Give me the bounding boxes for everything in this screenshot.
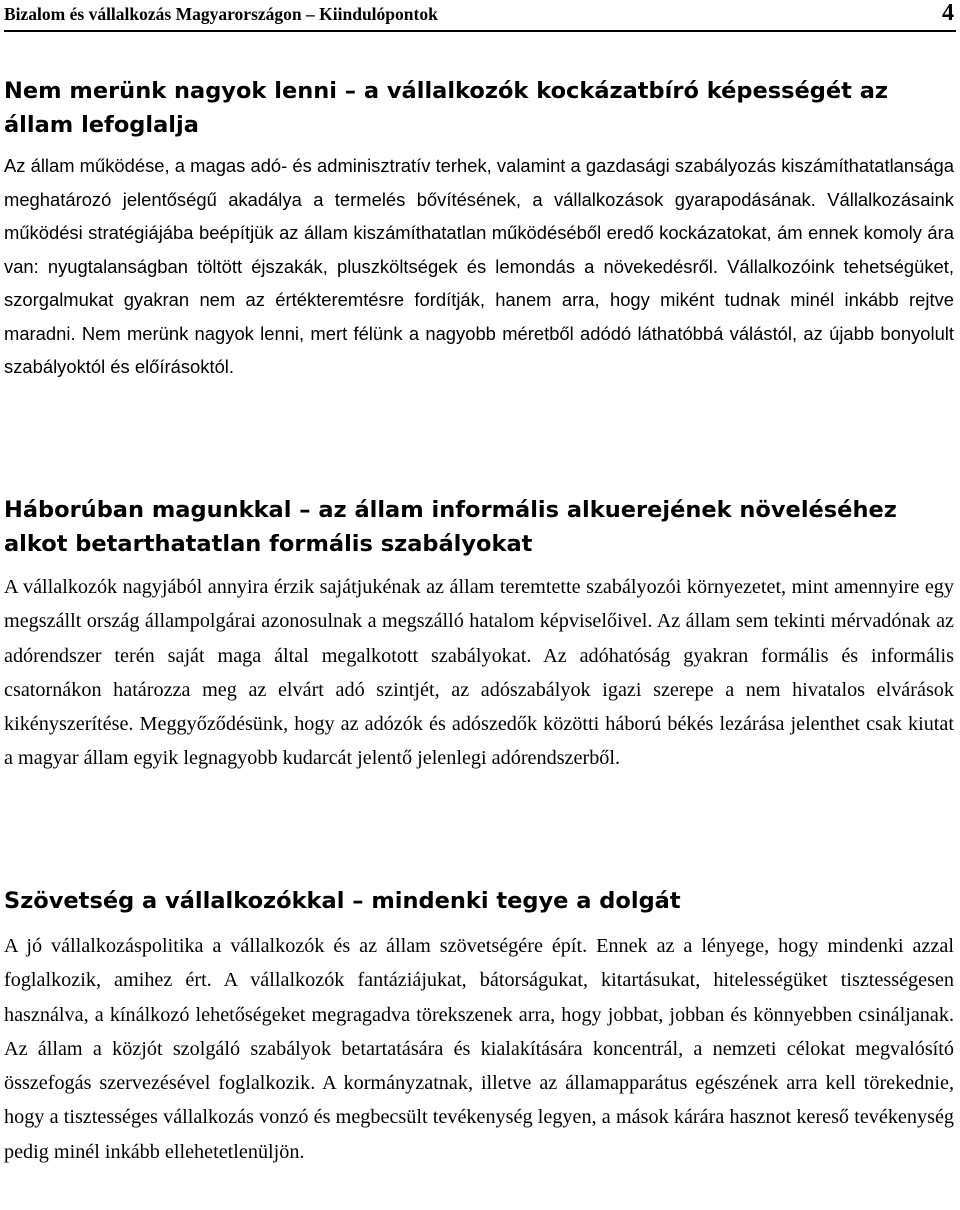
running-header-title: Bizalom és vállalkozás Magyarországon – Kiindulópontok bbox=[4, 4, 438, 24]
section-szovetseg-a-vallalkozokkal bbox=[4, 884, 954, 1169]
page-number: 4 bbox=[942, 0, 954, 26]
section-paragraph: A vállalkozók nagyjából annyira érzik sajátjukénak az állam teremtette szabályozói környezetet, mint amennyire egy megszállt ország állampolgárai azonosulnak a megszálló hatalom képviselőivel. Az állam sem tekinti mérvadónak az adórendszer terén saját maga által megalkotott szabályokat. Az adóhatóság gyakran formális és informális csatornákon határozza meg az elvárt adó szintjét, az adószabályok igazi szerepe a nem hivatalos elvárások kikényszerítése. Meggyőződésünk, hogy az adózók és adószedők közötti háború békés lezárása jelenthet csak kiutat a magyar állam egyik legnagyobb kudarcát jelentő jelenlegi adórendszerből. bbox=[4, 576, 954, 770]
section-heading: Szövetség a vállalkozókkal – mindenki tegye a dolgát bbox=[4, 888, 681, 914]
section-heading: Nem merünk nagyok lenni – a vállalkozók kockázatbíró képességét az állam lefoglalja bbox=[4, 78, 889, 138]
section-heading: Háborúban magunkkal – az állam informális alkuerejének növeléséhez alkot betarthatatlan formális szabályokat bbox=[4, 497, 897, 557]
section-nem-merunk-nagyok-lenni bbox=[4, 74, 954, 384]
section-paragraph: Az állam működése, a magas adó- és adminisztratív terhek, valamint a gazdasági szabályozás kiszámíthatatlansága meghatározó jelentőségű akadálya a termelés bővítésének, a vállalkozások gyarapodásának. Vállalkozásaink működési stratégiájába beépítjük az állam kiszámíthatatlan működéséből eredő kockázatokat, ám ennek komoly ára van: nyugtalanságban töltött éjszakák, pluszköltségek és lemondás a növekedésről. Vállalkozóink tehetségüket, szorgalmukat gyakran nem az értékteremtésre fordítják, hanem arra, hogy miként tudnak minél inkább rejtve maradni. Nem merünk nagyok lenni, mert félünk a nagyobb méretből adódó láthatóbbá válástól, az újabb bonyolult szabályoktól és előírásoktól. bbox=[4, 155, 954, 377]
running-header bbox=[4, 0, 956, 32]
section-paragraph: A jó vállalkozáspolitika a vállalkozók és az állam szövetségére épít. Ennek az a lényege, hogy mindenki azzal foglalkozik, amihez ért. A vállalkozók fantáziájukat, bátorságukat, kitartásukat, hitelességüket tisztességesen használva, a kínálkozó lehetőségeket megragadva törekszenek arra, hogy jobbat, jobban és könnyebben csináljanak. Az állam a közjót szolgáló szabályok betartatására és kialakítására koncentrál, a nemzeti célokat megvalósító összefogás szervezésével foglalkozik. A kormányzatnak, illetve az államapparátus egészének arra kell törekednie, hogy a tisztességes vállalkozás vonzó és megbecsült tevékenység legyen, a mások kárára hasznot kereső tevékenység pedig minél inkább ellehetetlenüljön. bbox=[4, 935, 954, 1163]
section-haboruban-magunkkal bbox=[4, 493, 954, 776]
